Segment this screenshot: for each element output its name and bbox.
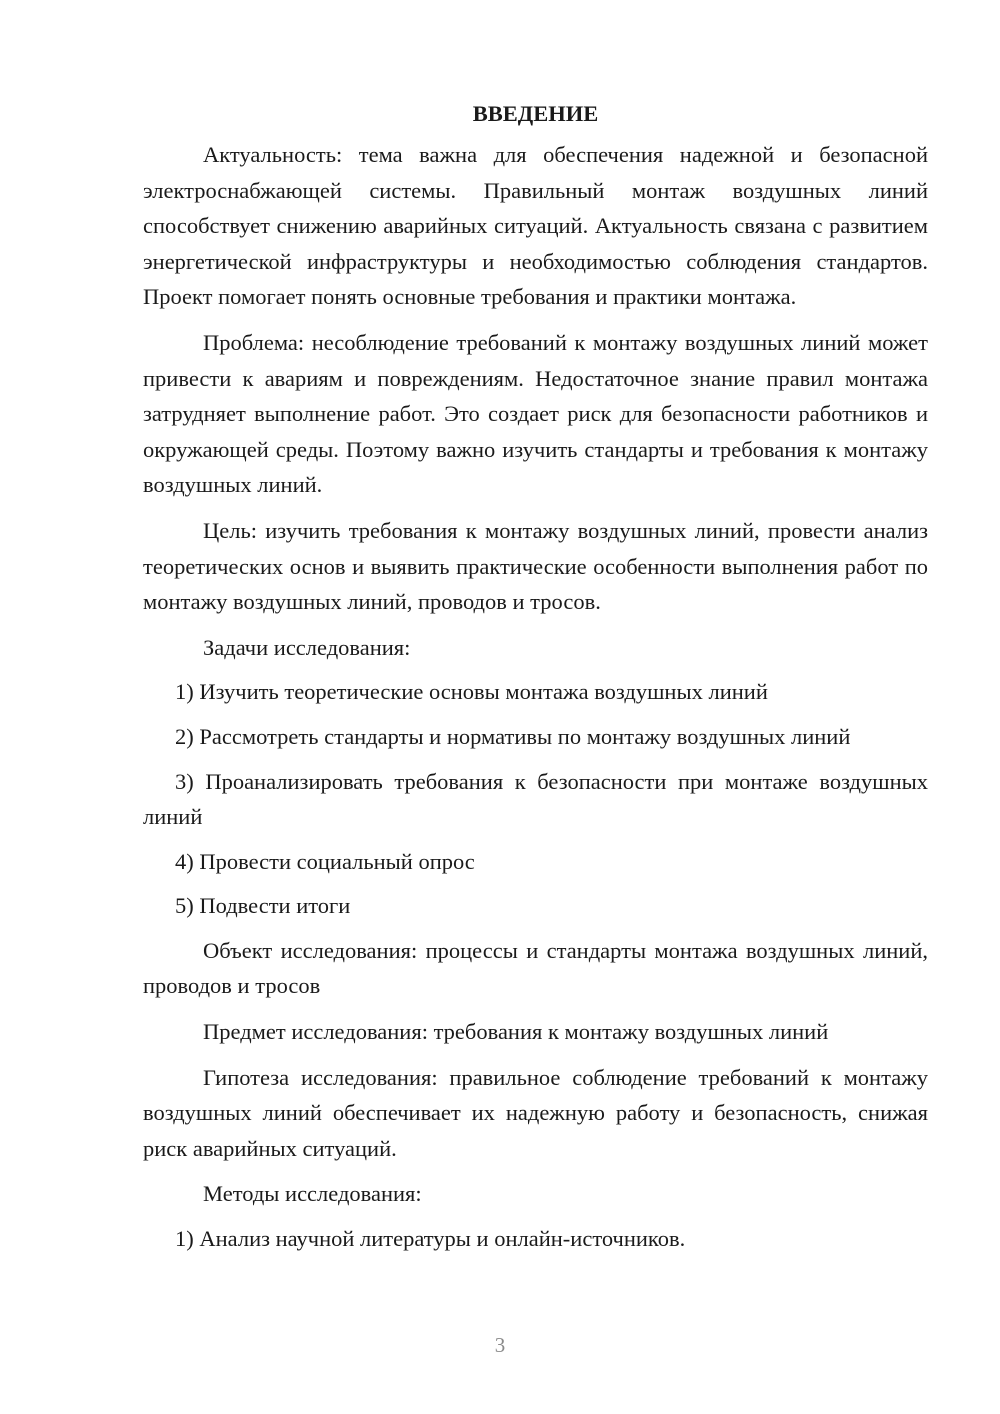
section-title: ВВЕДЕНИЕ xyxy=(472,101,599,126)
methods-label: Методы исследования: xyxy=(203,1181,422,1207)
paragraph-relevance: Актуальность: тема важна для обеспечения надежной и безопасной электроснабжающей системы. Правильный монтаж воздушных линий способствует снижению аварийных ситуаций. Актуальность связана с развитием энергетической инфраструктуры и необходимостью соблюдения стандартов. Проект помогает понять основные требования и практики монтажа. xyxy=(143,142,928,310)
method-item-1: 1) Анализ научной литературы и онлайн-источников. xyxy=(175,1226,686,1252)
task-item-5: 5) Подвести итоги xyxy=(175,893,351,919)
task-item-2: 2) Рассмотреть стандарты и нормативы по монтажу воздушных линий xyxy=(175,723,851,749)
page-number: 3 xyxy=(494,1333,506,1357)
paragraph-problem: Проблема: несоблюдение требований к монтажу воздушных линий может привести к авариям и повреждениям. Недостаточное знание правил монтажа затрудняет выполнение работ. Это создает риск для безопасности работников и окружающей среды. Поэтому важно изучить стандарты и требования к монтажу воздушных линий. xyxy=(143,329,928,498)
task-item-4: 4) Провести социальный опрос xyxy=(175,848,475,874)
paragraph-goal: Цель: изучить требования к монтажу воздушных линий, провести анализ теоретических основ и выявить практические особенности выполнения работ по монтажу воздушных линий, проводов и тросов. xyxy=(143,517,928,615)
task-item-3: 3) Проанализировать требования к безопасности при монтаже воздушных линий xyxy=(143,768,928,830)
paragraph-subject: Предмет исследования: требования к монтажу воздушных линий xyxy=(203,1019,829,1045)
paragraph-object: Объект исследования: процессы и стандарты монтажа воздушных линий, проводов и тросов xyxy=(143,937,928,999)
task-item-1: 1) Изучить теоретические основы монтажа воздушных линий xyxy=(175,679,768,705)
document-body xyxy=(143,97,928,1266)
paragraph-hypothesis: Гипотеза исследования: правильное соблюдение требований к монтажу воздушных линий обеспечивает их надежную работу и безопасность, снижая риск аварийных ситуаций. xyxy=(143,1064,928,1161)
tasks-label: Задачи исследования: xyxy=(203,634,411,660)
